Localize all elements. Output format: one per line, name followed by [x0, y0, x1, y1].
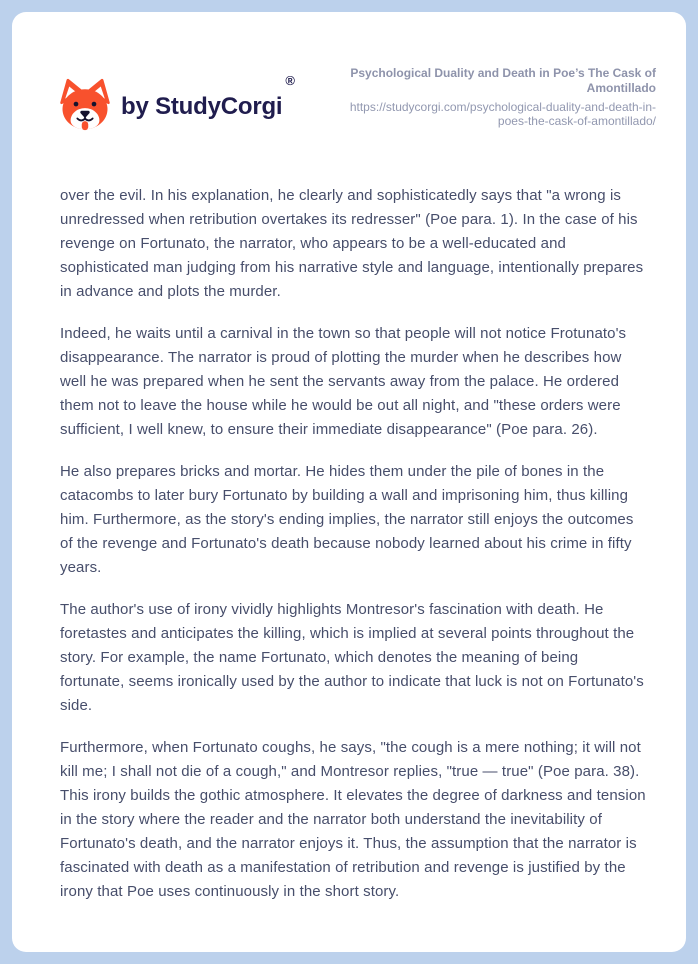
brand-name: by StudyCorgi	[121, 93, 283, 120]
paragraph-2: Indeed, he waits until a carnival in the town so that people will not notice Frotunato's disappearance. The narrator is proud of plotting the murder when he describes how well he was prepared when he sent the servants away from the palace. He ordered them not to leave the house while he would be out all night, and "these orders were sufficient, I well knew, to ensure their immediate disappearance" (Poe para. 26).	[60, 325, 627, 438]
document-url[interactable]: https://studycorgi.com/psychological-duality-and-death-in-poes-the-cask-of-amontillado/	[349, 100, 656, 128]
paragraph-1: over the evil. In his explanation, he clearly and sophisticatedly says that "a wrong is unredressed when retribution overtakes its redresser" (Poe para. 1). In the case of his revenge on Fortunato, the narrator, who appears to be a well-educated and sophisticated man judging from his narrative style and language, intentionally prepares in advance and plots the murder.	[60, 187, 644, 300]
document-card	[12, 12, 686, 952]
paragraph-5: Furthermore, when Fortunato coughs, he says, "the cough is a mere nothing; it will not kill me; I shall not die of a cough," and Montresor replies, "true — true" (Poe para. 38). This irony builds the gothic atmosphere. It elevates the degree of darkness and tension in the story where the reader and the narrator both understand the inevitability of Fortunato's death, and the narrator enjoys it. Thus, the assumption that the narrator is fascinated with death as a manifestation of retribution and revenge is justified by the irony that Poe uses continuously in the short story.	[60, 739, 646, 900]
paragraph-3: He also prepares bricks and mortar. He hides them under the pile of bones in the catacombs to later bury Fortunato by building a wall and imprisoning him, thus killing him. Furthermore, as the story's ending implies, the narrator still enjoys the outcomes of the revenge and Fortunato's death because nobody learned about his crime in fifty years.	[60, 463, 634, 576]
corgi-logo-icon	[58, 76, 112, 138]
header	[12, 12, 686, 138]
paragraph-4: The author's use of irony vividly highlights Montresor's fascination with death. He foretastes and anticipates the killing, which is implied at several points throughout the story. For example, the name Fortunato, which denotes the meaning of being fortunate, seems ironically used by the author to indicate that luck is not on Fortunato's side.	[60, 601, 644, 714]
document-title: Psychological Duality and Death in Poe’s The Cask of Amontillado	[350, 66, 656, 95]
studycorgi-logo-link[interactable]	[58, 73, 295, 138]
document-meta	[324, 66, 656, 128]
registered-trademark: ®	[285, 73, 295, 88]
article-body	[12, 184, 686, 904]
